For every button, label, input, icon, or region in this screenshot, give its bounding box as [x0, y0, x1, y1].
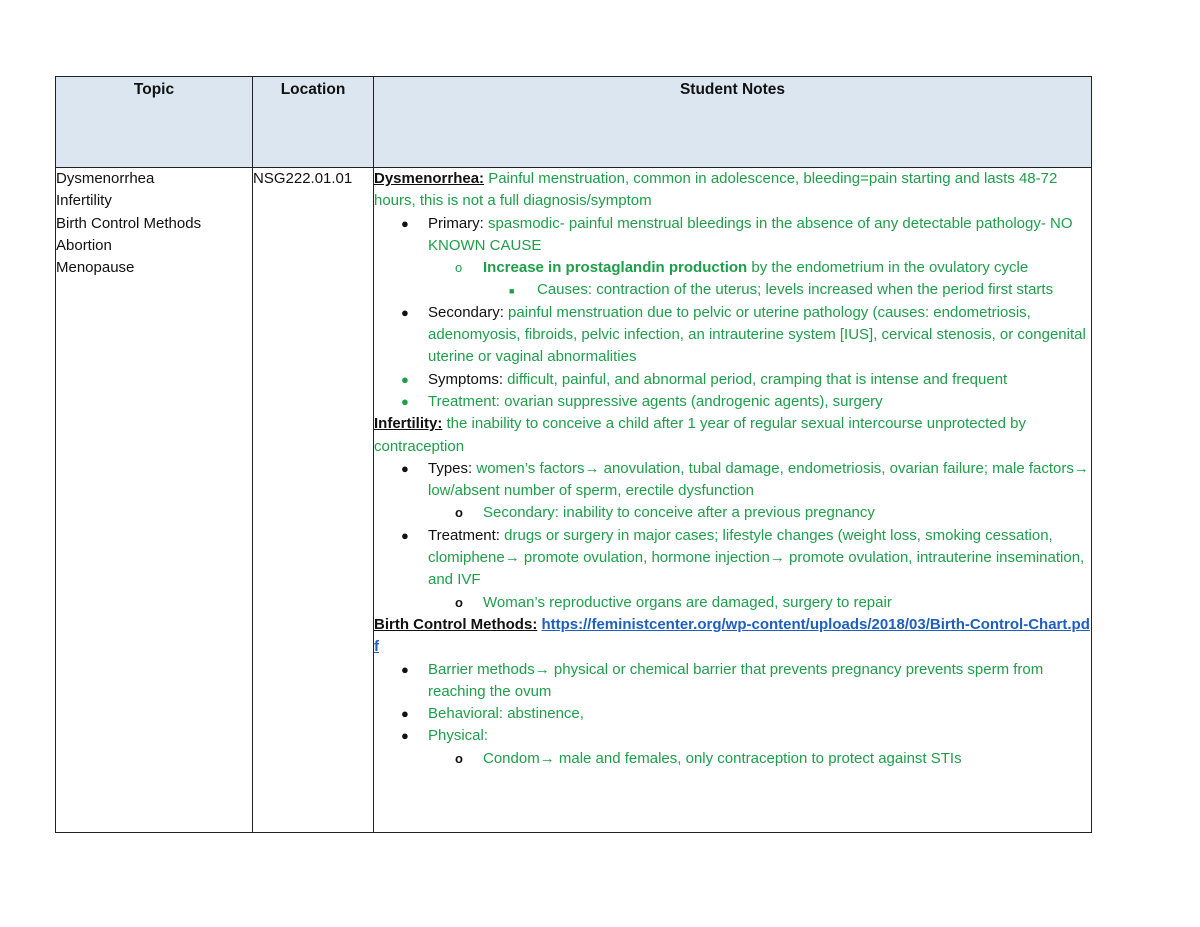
topic-item: Dysmenorrhea: [56, 170, 155, 187]
arrow-icon: →: [584, 459, 600, 477]
list-item: [374, 502, 1091, 524]
student-notes-cell: [374, 168, 1092, 833]
list-item: [374, 369, 1091, 391]
list-item: [374, 725, 1091, 747]
header-topic: Topic: [56, 77, 253, 168]
circle-bullet-icon: o: [455, 260, 463, 276]
list-item: [374, 592, 1091, 614]
symptoms-text: difficult, painful, and abnormal period, cramping that is intense and frequent: [503, 370, 1008, 388]
topic-item: Birth Control Methods: [56, 214, 202, 232]
types-text: anovulation, tubal damage, endometriosis, ovarian failure; male factors: [599, 459, 1074, 477]
arrow-icon: →: [1073, 459, 1089, 477]
birth-control-chart-link[interactable]: https://feministcenter.org/wp-content/uploads/2018/03/Birth-Control-Chart.pdf: [374, 615, 1090, 656]
list-item: [374, 302, 1091, 369]
arrow-icon: →: [769, 549, 785, 567]
primary-text: spasmodic- painful menstrual bleedings in the absence of any detectable pathology- NO KNOWN CAUSE: [428, 214, 1073, 254]
infertility-heading: Infertility:: [374, 415, 443, 433]
infertility-treatment-label: Treatment:: [428, 526, 500, 544]
topic-item: Menopause: [56, 259, 135, 277]
header-location: Location: [253, 77, 374, 168]
bullet-icon: ●: [401, 215, 409, 231]
physical-text: Physical:: [428, 727, 489, 745]
header-student-notes: Student Notes: [374, 77, 1092, 168]
circle-bullet-icon: o: [455, 505, 463, 521]
content-row: [56, 168, 1092, 833]
arrow-icon: →: [539, 749, 555, 767]
bullet-icon: ●: [401, 371, 409, 387]
list-item: [374, 748, 1091, 770]
bullet-icon: ●: [401, 393, 409, 409]
topic-item: Infertility: [56, 192, 112, 210]
circle-bullet-icon: o: [455, 750, 463, 766]
infertility-treatment-text: drugs or surgery in major cases; lifestyle changes (weight loss, smoking cessation, clomiphene: [428, 526, 1053, 567]
bullet-icon: ●: [401, 304, 409, 320]
infertility-treatment-text: promote ovulation, intrauterine insemination, and IVF: [428, 549, 1085, 589]
barrier-text: Barrier methods: [428, 660, 535, 678]
prostaglandin-text: by the endometrium in the ovulatory cycle: [747, 259, 1029, 277]
primary-label: Primary:: [428, 214, 484, 232]
bullet-icon: ●: [401, 728, 409, 744]
list-item: [374, 525, 1091, 592]
list-item: [374, 279, 1091, 301]
prostaglandin-bold: Increase in prostaglandin production: [483, 259, 748, 277]
list-item: [374, 213, 1091, 258]
barrier-text: physical or chemical barrier that prevents pregnancy prevents sperm from reaching the ovum: [428, 660, 1044, 700]
bullet-icon: ●: [401, 460, 409, 476]
infertility-repair: Woman’s reproductive organs are damaged, surgery to repair: [483, 593, 892, 611]
dysmenorrhea-intro-text: Painful menstruation, common in adolescence, bleeding=pain starting and lasts 48-72 hours, this is not a full diagnosis/symptom: [374, 170, 1058, 210]
bullet-icon: ●: [401, 661, 409, 677]
square-bullet-icon: ■: [509, 286, 515, 297]
dysmenorrhea-heading: Dysmenorrhea:: [374, 170, 485, 187]
birth-control-intro: [374, 614, 1091, 659]
topic-cell: [56, 168, 253, 833]
infertility-treatment-text: promote ovulation, hormone injection: [519, 549, 770, 567]
list-item: [374, 458, 1091, 503]
bullet-icon: ●: [401, 706, 409, 722]
arrow-icon: →: [534, 660, 550, 678]
condom-text: Condom: [483, 749, 540, 767]
secondary-label: Secondary:: [428, 303, 504, 321]
types-text: women’s factors: [472, 459, 585, 477]
symptoms-label: Symptoms:: [428, 370, 504, 388]
circle-bullet-icon: o: [455, 594, 463, 610]
list-item: [374, 659, 1091, 704]
types-label: Types:: [428, 459, 473, 477]
notes-table: [55, 76, 1092, 833]
list-item: [374, 703, 1091, 725]
list-item: [374, 391, 1091, 413]
causes-text: Causes: contraction of the uterus; levels increased when the period first starts: [537, 281, 1054, 299]
header-row: [56, 77, 1092, 168]
infertility-intro-text: the inability to conceive a child after 1 year of regular sexual intercourse unprotected by contraception: [374, 415, 1027, 455]
location-cell: [253, 168, 374, 833]
behavioral-text: Behavioral: abstinence,: [428, 705, 584, 723]
secondary-text: painful menstruation due to pelvic or uterine pathology (causes: endometriosis, adenomyosis, fibroids, pelvic infection, an intrauterine system [IUS], cervical stenosis, or congenital uterine or vaginal abnormalities: [428, 303, 1086, 366]
infertility-secondary: Secondary: inability to conceive after a previous pregnancy: [483, 504, 875, 522]
birth-control-heading: Birth Control Methods:: [374, 615, 538, 633]
infertility-intro: [374, 413, 1091, 458]
dysmenorrhea-treatment: Treatment: ovarian suppressive agents (androgenic agents), surgery: [428, 392, 883, 410]
dysmenorrhea-intro: [374, 168, 1091, 213]
types-text: low/absent number of sperm, erectile dysfunction: [428, 482, 754, 500]
arrow-icon: →: [504, 549, 520, 567]
bullet-icon: ●: [401, 527, 409, 543]
condom-text: male and females, only contraception to protect against STIs: [554, 749, 962, 767]
location-code: NSG222.01.01: [253, 170, 353, 187]
list-item: [374, 257, 1091, 279]
topic-item: Abortion: [56, 236, 112, 254]
